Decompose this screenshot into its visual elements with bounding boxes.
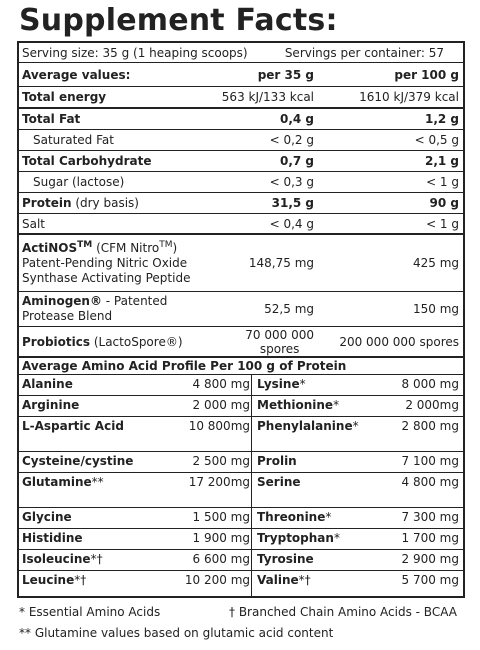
amino-value-right: 2 000mg bbox=[405, 398, 459, 412]
amino-row bbox=[19, 396, 463, 417]
amino-row bbox=[19, 473, 463, 508]
footnote-bcaa: † Branched Chain Amino Acids - BCAA bbox=[229, 605, 457, 619]
footnote-glutamine: ** Glutamine values based on glutamic acid content bbox=[19, 626, 334, 640]
amino-value-left: 1 500 mg bbox=[192, 510, 250, 524]
nutrient-row bbox=[19, 87, 463, 109]
amino-profile-header bbox=[19, 358, 463, 375]
values-header-label: Average values: bbox=[22, 67, 131, 82]
amino-mark-right: * bbox=[299, 377, 306, 391]
amino-name-right: Methionine bbox=[257, 398, 334, 412]
amino-value-right: 8 000 mg bbox=[401, 377, 459, 391]
nutrient-value-per-100g: 1,2 g bbox=[424, 112, 459, 126]
nutrient-row bbox=[19, 151, 463, 172]
amino-name-right-group bbox=[257, 573, 311, 587]
nutrient-name: Saturated Fat bbox=[33, 133, 114, 147]
probiotics-value-per-100g: 200 000 000 spores bbox=[339, 334, 459, 349]
probiotics-value-line1: 70 000 000 bbox=[245, 328, 314, 342]
nutrient-name: Salt bbox=[22, 216, 46, 231]
column-divider bbox=[251, 550, 252, 570]
column-divider bbox=[251, 452, 252, 472]
amino-name-right: Serine bbox=[257, 475, 301, 489]
nutrient-value-per-serving: 31,5 g bbox=[271, 196, 314, 210]
amino-mark-right: *† bbox=[298, 573, 311, 587]
amino-name-right: Lysine bbox=[257, 377, 300, 391]
amino-mark-left: ** bbox=[91, 475, 104, 489]
amino-name-left: Isoleucine bbox=[22, 552, 91, 566]
amino-value-left: 6 600 mg bbox=[192, 552, 250, 566]
nutrient-value-per-100g: < 1 g bbox=[426, 216, 459, 231]
nutrient-name-group bbox=[22, 196, 139, 210]
aminogen-desc-line1: - Patented bbox=[101, 294, 168, 308]
actinos-row bbox=[19, 235, 463, 292]
amino-name-right: Prolin bbox=[257, 454, 297, 468]
nutrient-value-per-serving: 0,7 g bbox=[279, 154, 314, 168]
column-divider bbox=[251, 529, 252, 549]
probiotics-name: Probiotics bbox=[22, 334, 91, 349]
column-divider bbox=[251, 417, 252, 451]
column-divider bbox=[251, 375, 252, 395]
probiotics-row bbox=[19, 327, 463, 358]
amino-name-right-group bbox=[257, 531, 340, 545]
facts-table bbox=[17, 41, 465, 598]
actinos-value-per-100g: 425 mg bbox=[412, 256, 459, 270]
amino-mark-right: * bbox=[333, 531, 340, 545]
serving-size: Serving size: 35 g (1 heaping scoops) bbox=[22, 45, 248, 60]
amino-name-right: Tyrosine bbox=[257, 552, 314, 566]
nutrient-row bbox=[19, 214, 463, 235]
amino-name-left-group bbox=[22, 573, 86, 587]
amino-name-left: Alanine bbox=[22, 377, 73, 391]
amino-row bbox=[19, 550, 463, 571]
amino-value-right: 2 800 mg bbox=[401, 419, 459, 433]
amino-value-left: 2 000 mg bbox=[192, 398, 250, 412]
amino-row bbox=[19, 529, 463, 550]
amino-name-right-group bbox=[257, 377, 306, 391]
actinos-paren-close: ) bbox=[172, 241, 178, 255]
values-header-col1: per 35 g bbox=[257, 67, 314, 82]
nutrient-name: Total Fat bbox=[22, 112, 81, 126]
amino-name-right-group bbox=[257, 398, 339, 412]
actinos-desc-line1: Patent-Pending Nitric Oxide bbox=[22, 256, 188, 270]
probiotics-value-per-serving bbox=[245, 328, 314, 356]
amino-name-left-group bbox=[22, 475, 104, 489]
nutrient-name: Protein bbox=[22, 196, 72, 210]
nutrient-name: Sugar (lactose) bbox=[33, 175, 125, 189]
amino-value-right: 7 100 mg bbox=[401, 454, 459, 468]
amino-row bbox=[19, 508, 463, 529]
actinos-tm: TM bbox=[77, 240, 93, 250]
footnote-essential: * Essential Amino Acids bbox=[19, 605, 161, 619]
aminogen-row bbox=[19, 292, 463, 327]
amino-name-left-group bbox=[22, 552, 103, 566]
amino-name-left: Glycine bbox=[22, 510, 72, 524]
amino-value-right: 7 300 mg bbox=[401, 510, 459, 524]
aminogen-value-per-100g: 150 mg bbox=[412, 302, 459, 316]
amino-row bbox=[19, 452, 463, 473]
amino-value-right: 4 800 mg bbox=[401, 475, 459, 489]
nutrient-value-per-100g: 1610 kJ/379 kcal bbox=[359, 90, 459, 104]
amino-row bbox=[19, 375, 463, 396]
amino-mark-left: *† bbox=[90, 552, 103, 566]
nutrient-value-per-serving: 0,4 g bbox=[279, 112, 314, 126]
amino-mark-right: * bbox=[352, 419, 359, 433]
column-divider bbox=[251, 473, 252, 507]
amino-value-left: 1 900 mg bbox=[192, 531, 250, 545]
amino-value-right: 5 700 mg bbox=[401, 573, 459, 587]
amino-name-right-group bbox=[257, 475, 301, 489]
values-header-row bbox=[19, 63, 463, 87]
probiotics-label bbox=[22, 335, 183, 349]
amino-value-left: 17 200mg bbox=[188, 475, 250, 489]
amino-value-left: 10 800mg bbox=[188, 419, 250, 433]
actinos-paren-open: (CFM Nitro bbox=[92, 241, 160, 255]
column-divider bbox=[251, 508, 252, 528]
amino-name-left: Leucine bbox=[22, 573, 75, 587]
nutrient-value-per-serving: < 0,2 g bbox=[269, 133, 314, 147]
amino-name-left: L-Aspartic Acid bbox=[22, 419, 124, 433]
actinos-desc-line2: Synthase Activating Peptide bbox=[22, 271, 191, 285]
page-title: Supplement Facts: bbox=[19, 3, 338, 38]
amino-mark-right: * bbox=[333, 398, 340, 412]
amino-name-left: Histidine bbox=[22, 531, 83, 545]
actinos-label bbox=[22, 238, 190, 286]
aminogen-label bbox=[22, 294, 167, 324]
amino-name-right: Phenylalanine bbox=[257, 419, 353, 433]
nutrient-row bbox=[19, 130, 463, 151]
amino-value-left: 2 500 mg bbox=[192, 454, 250, 468]
nutrient-name: Total Carbohydrate bbox=[22, 154, 152, 168]
amino-value-right: 1 700 mg bbox=[401, 531, 459, 545]
nutrient-row bbox=[19, 109, 463, 130]
amino-name-left: Arginine bbox=[22, 398, 80, 412]
amino-value-left: 10 200 mg bbox=[184, 573, 250, 587]
aminogen-desc-line2: Protease Blend bbox=[22, 309, 113, 323]
nutrient-value-per-100g: < 1 g bbox=[426, 175, 459, 189]
actinos-value-per-serving: 148,75 mg bbox=[248, 256, 314, 270]
nutrient-value-per-serving: 563 kJ/133 kcal bbox=[221, 90, 314, 104]
amino-mark-right: * bbox=[325, 510, 332, 524]
values-header-col2: per 100 g bbox=[394, 67, 459, 82]
aminogen-name: Aminogen® bbox=[22, 294, 102, 308]
amino-name-right-group bbox=[257, 552, 314, 566]
servings-per-container: Servings per container: 57 bbox=[284, 45, 444, 60]
amino-profile-title: Average Amino Acid Profile Per 100 g of Protein bbox=[22, 359, 347, 373]
amino-row bbox=[19, 417, 463, 452]
amino-value-left: 4 800 mg bbox=[192, 377, 250, 391]
amino-name-right: Valine bbox=[257, 573, 299, 587]
column-divider bbox=[251, 396, 252, 416]
nutrient-row bbox=[19, 172, 463, 193]
amino-name-right: Threonine bbox=[257, 510, 326, 524]
probiotics-desc: (LactoSpore®) bbox=[90, 334, 183, 349]
actinos-paren-tm: TM bbox=[159, 240, 173, 250]
amino-value-right: 2 900 mg bbox=[401, 552, 459, 566]
nutrient-row bbox=[19, 193, 463, 214]
nutrient-value-per-100g: < 0,5 g bbox=[414, 133, 459, 147]
nutrient-name: Total energy bbox=[22, 90, 107, 104]
amino-name-right: Tryptophan bbox=[257, 531, 334, 545]
amino-name-right-group bbox=[257, 510, 331, 524]
serving-row bbox=[19, 43, 463, 63]
nutrient-value-per-100g: 2,1 g bbox=[424, 154, 459, 168]
column-divider bbox=[251, 571, 252, 596]
amino-name-right-group bbox=[257, 419, 359, 433]
nutrient-value-per-serving: < 0,3 g bbox=[269, 175, 314, 189]
actinos-name: ActiNOS bbox=[22, 241, 78, 255]
aminogen-value-per-serving: 52,5 mg bbox=[264, 302, 314, 316]
nutrient-value-per-serving: < 0,4 g bbox=[269, 216, 314, 231]
nutrient-value-per-100g: 90 g bbox=[429, 196, 459, 210]
amino-name-left: Glutamine bbox=[22, 475, 92, 489]
amino-name-left: Cysteine/cystine bbox=[22, 454, 134, 468]
amino-mark-left: *† bbox=[74, 573, 87, 587]
probiotics-value-line2: spores bbox=[259, 342, 300, 356]
amino-row bbox=[19, 571, 463, 596]
nutrient-note: (dry basis) bbox=[75, 196, 139, 210]
amino-name-right-group bbox=[257, 454, 297, 468]
